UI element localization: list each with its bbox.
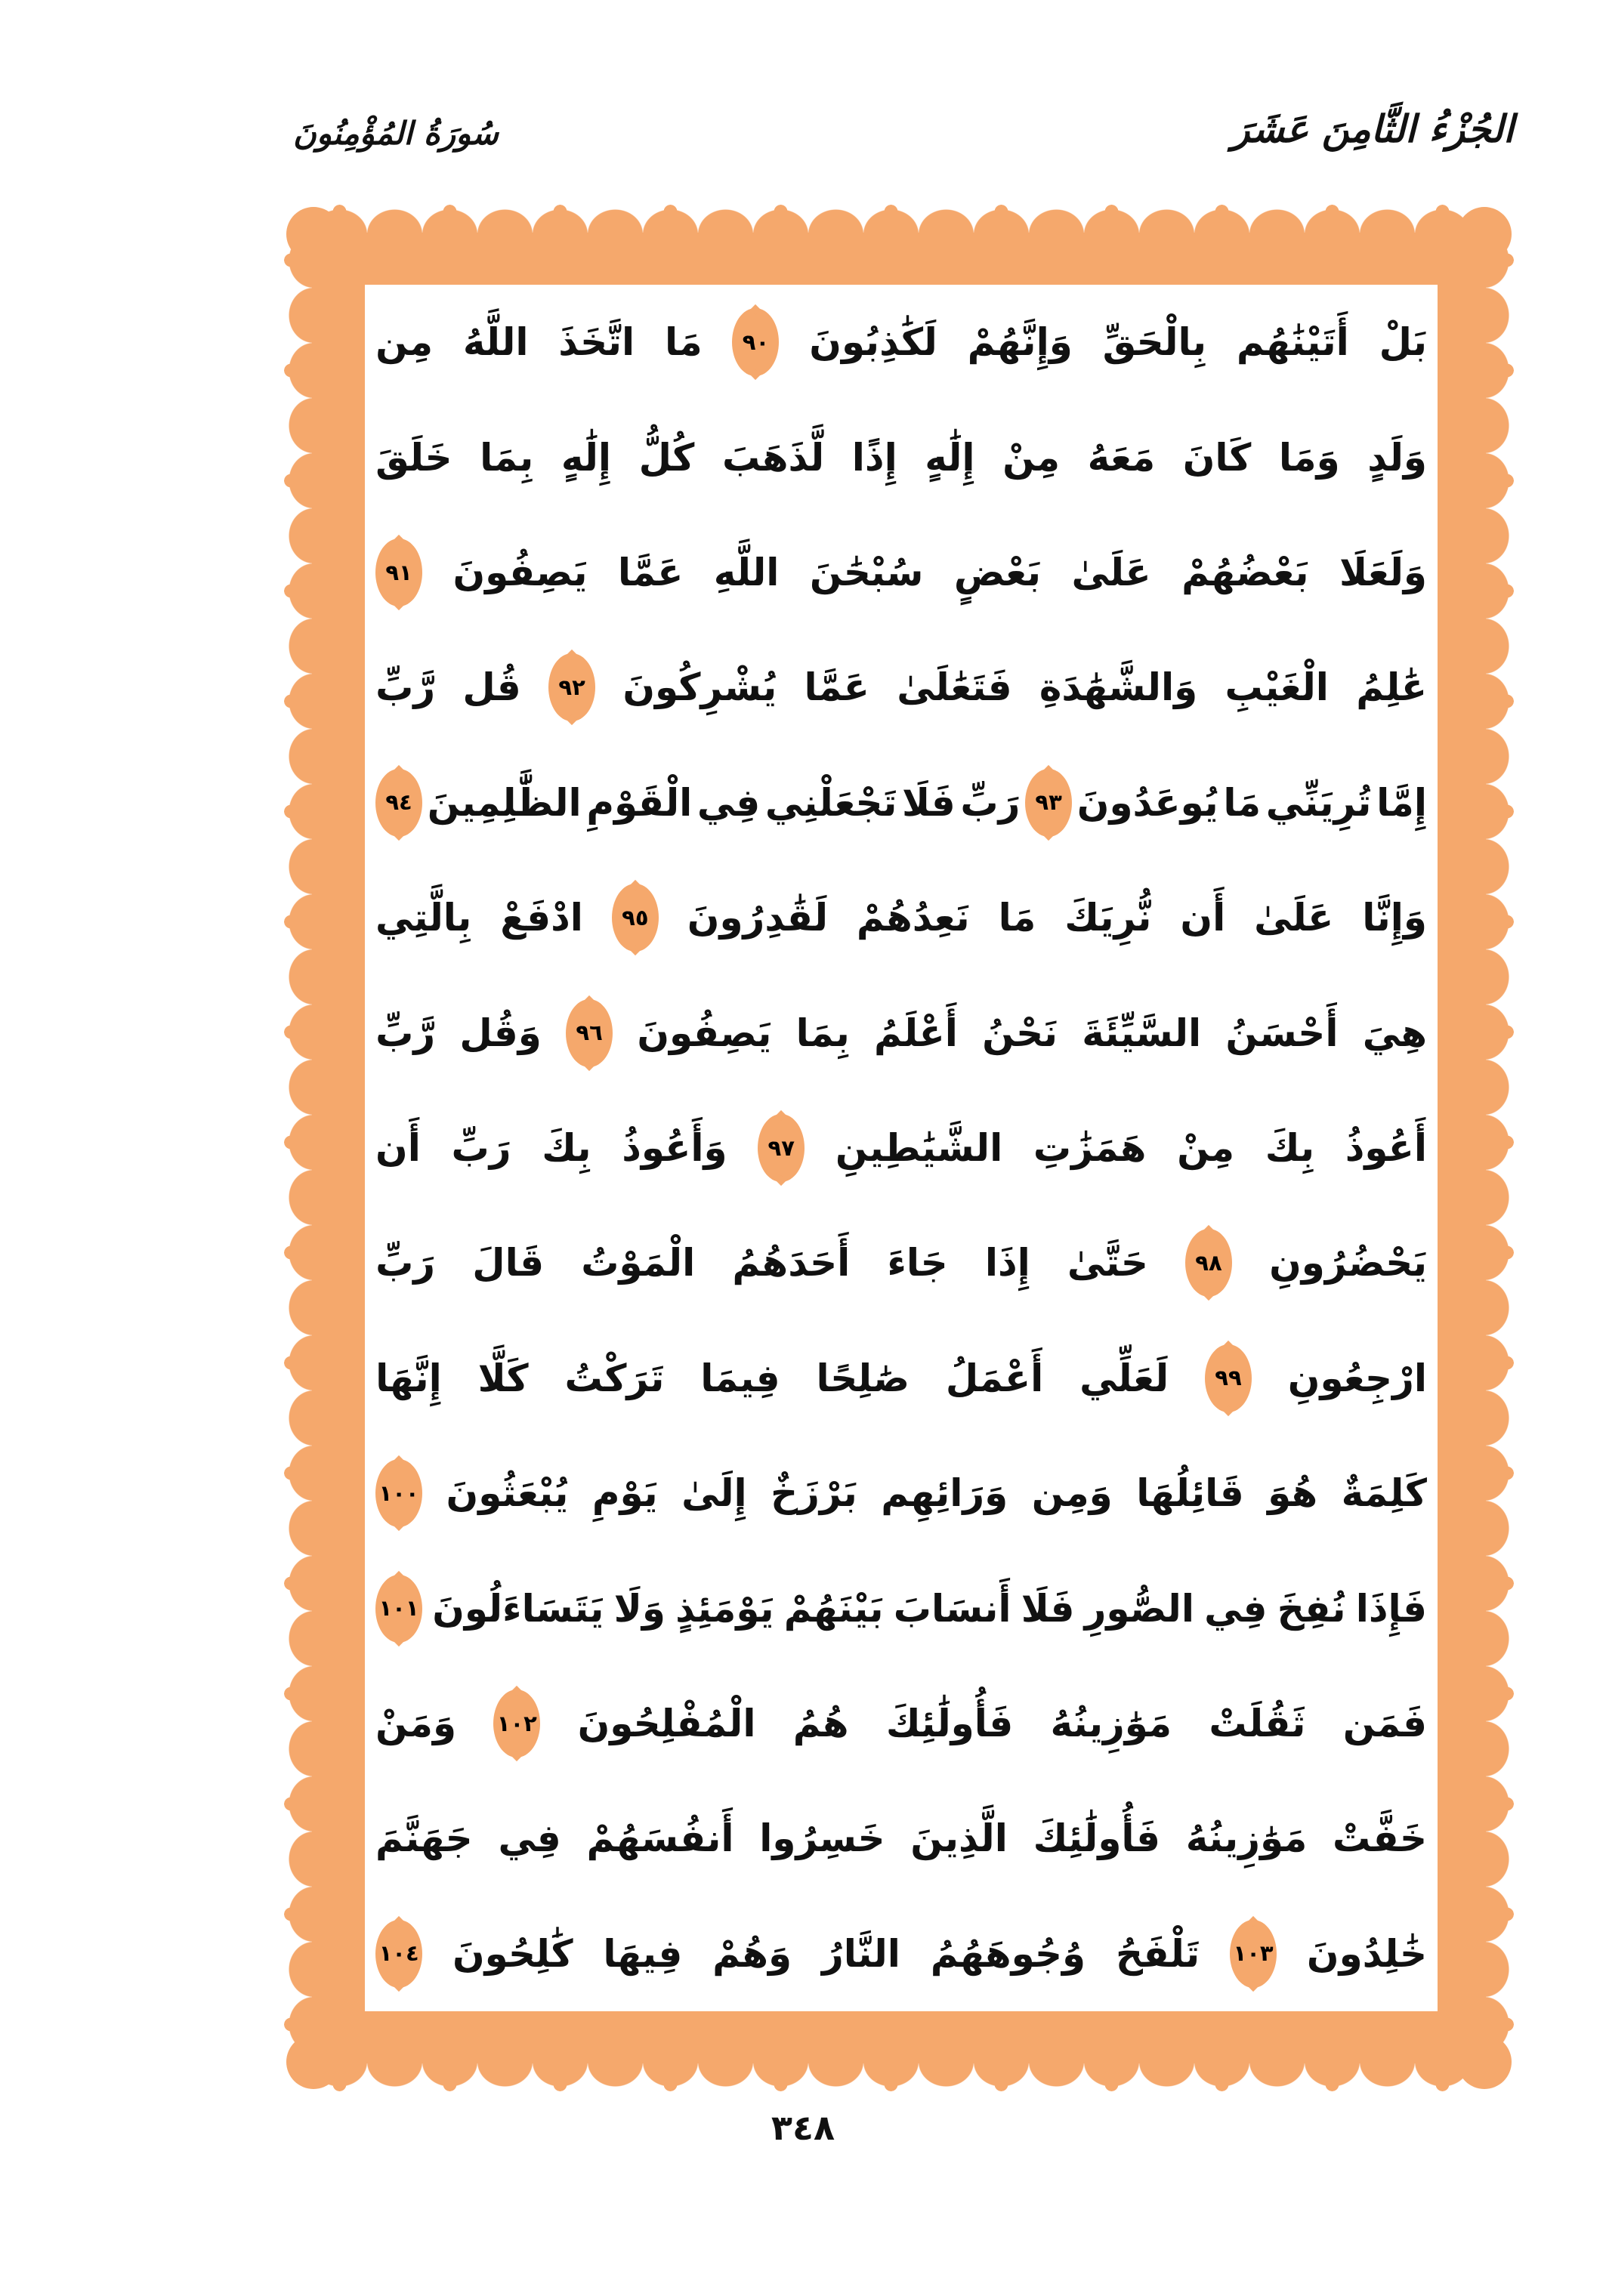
quran-word: لَعَلِّي [1079, 1356, 1169, 1400]
quran-word: ارْجِعُونِ [1287, 1356, 1427, 1400]
quran-word: هِيَ [1362, 1011, 1427, 1055]
quran-word: فَأُولَٰئِكَ [1033, 1816, 1160, 1861]
ornamental-border [283, 204, 1515, 2092]
quran-word: إِنَّهَا [375, 1356, 442, 1400]
quran-word: وَقُل [459, 1011, 542, 1055]
quran-word: عَٰلِمُ [1356, 665, 1427, 710]
quran-word: رَبِّ [960, 780, 1021, 825]
quran-word: إِلَىٰ [681, 1471, 747, 1516]
quran-word: بَعْضُهُمْ [1181, 551, 1309, 595]
quran-word: إِمَّا [1376, 780, 1427, 825]
quran-word: يُشْرِكُونَ [622, 665, 777, 710]
quran-word: مَا [664, 320, 703, 365]
quran-word: حَتَّىٰ [1067, 1241, 1148, 1285]
quran-word: نَعِدُهُمْ [856, 896, 970, 940]
quran-line [375, 1666, 1427, 1781]
quran-word: مِن [375, 320, 434, 365]
quran-word: مِنْ [1002, 435, 1061, 480]
quran-word: رَبِّ [451, 1126, 511, 1171]
quran-word: فِيهَا [603, 1931, 683, 1976]
quran-word: فَلَا [1021, 1586, 1075, 1631]
quran-line [375, 975, 1427, 1090]
verse-number-marker: ١٠٠ [375, 1459, 422, 1527]
quran-word: تُرِيَنِّي [1265, 780, 1372, 825]
quran-word: إِلَٰهٍ [925, 435, 975, 480]
quran-word: ادْفَعْ [500, 896, 583, 940]
quran-word: أَنسَابَ [893, 1586, 1011, 1631]
quran-word: كَلِمَةٌ [1341, 1471, 1427, 1516]
verse-number-marker: ١٠١ [375, 1575, 422, 1643]
quran-word: إِذًا [851, 435, 897, 480]
quran-line [375, 515, 1427, 630]
quran-word: فِي [498, 1816, 561, 1861]
quran-word: قَالَ [472, 1241, 545, 1285]
quran-word: ثَقُلَتْ [1209, 1702, 1306, 1746]
quran-word: أَحَدَهُمُ [732, 1241, 851, 1285]
quran-word: سُبْحَٰنَ [809, 551, 924, 595]
quran-word: يَصِفُونَ [637, 1011, 772, 1055]
quran-word: أَتَيْنَٰهُم [1236, 320, 1349, 365]
quran-word: تَلْفَحُ [1115, 1931, 1200, 1976]
quran-word: مَا [1223, 780, 1262, 825]
verse-number-marker: ٩٨ [1185, 1229, 1232, 1297]
quran-word: تَجْعَلْنِي [764, 780, 897, 825]
quran-word: وَلَعَلَا [1339, 551, 1427, 595]
quran-word: نُفِخَ [1277, 1586, 1346, 1631]
quran-word: السَّيِّئَةَ [1082, 1011, 1202, 1055]
quran-word: فِيمَا [700, 1356, 780, 1400]
quran-word: يَحْضُرُونِ [1269, 1241, 1427, 1285]
quran-word: مَعَهُ [1087, 435, 1156, 480]
verse-number-marker: ١٠٣ [1230, 1920, 1277, 1988]
quran-word: فَلَا [902, 780, 956, 825]
quran-word: خَٰلِدُونَ [1306, 1931, 1427, 1976]
quran-line [375, 630, 1427, 745]
page-number: ٣٤٨ [771, 2107, 835, 2148]
quran-word: بَرْزَخٌ [771, 1471, 857, 1516]
text-panel [365, 285, 1438, 2011]
quran-word: اتَّخَذَ [558, 320, 635, 365]
quran-line [375, 1896, 1427, 2011]
quran-word: رَبِّ [375, 1241, 436, 1285]
quran-word: نَحْنُ [982, 1011, 1058, 1055]
border-right-scallops [1484, 233, 1515, 2063]
quran-line [375, 400, 1427, 514]
quran-word: كَانَ [1182, 435, 1252, 480]
verse-number-marker: ٩١ [375, 539, 422, 606]
quran-word: وَإِنَّا [1362, 896, 1427, 940]
quran-line [375, 1091, 1427, 1205]
juz-title: الجُزْءُ الثَّامِنَ عَشَرَ [1231, 107, 1514, 151]
quran-line [375, 745, 1427, 860]
quran-word: وَالشَّهَٰدَةِ [1039, 665, 1198, 710]
quran-word: الشَّيَٰطِينِ [835, 1126, 1003, 1171]
quran-word: هَمَزَٰتِ [1033, 1126, 1147, 1171]
verse-number-marker: ٩٧ [758, 1114, 805, 1182]
quran-word: يَوْمِ [591, 1471, 658, 1516]
quran-word: قُل [462, 665, 521, 710]
quran-word: بِمَا [795, 1011, 850, 1055]
verse-number-marker: ١٠٤ [375, 1920, 422, 1988]
quran-word: عَمَّا [617, 551, 684, 595]
quran-word: يَتَسَاءَلُونَ [432, 1586, 604, 1631]
quran-word: وَمِن [1031, 1471, 1113, 1516]
quran-word: لَكَٰذِبُونَ [809, 320, 937, 365]
quran-line [375, 1781, 1427, 1896]
quran-word: تَرَكْتُ [564, 1356, 665, 1400]
quran-word: لَقَٰدِرُونَ [687, 896, 828, 940]
quran-word: يُبْعَثُونَ [446, 1471, 569, 1516]
quran-word: فَإِذَا [1355, 1586, 1427, 1631]
quran-word: وَلَدٍ [1367, 435, 1427, 480]
quran-word: كُلُّ [638, 435, 695, 480]
quran-word: وُجُوهَهُمُ [930, 1931, 1086, 1976]
quran-word: عَلَىٰ [1071, 551, 1151, 595]
quran-word: الْمَوْتُ [581, 1241, 696, 1285]
quran-word: الظَّٰلِمِينَ [427, 780, 582, 825]
quran-word: بَلْ [1379, 320, 1427, 365]
quran-word: وَلَا [613, 1586, 666, 1631]
quran-word: بِمَا [480, 435, 534, 480]
quran-word: إِذَا [984, 1241, 1030, 1285]
quran-word: أَعُوذُ [1345, 1126, 1427, 1171]
quran-word: اللَّهُ [462, 320, 529, 365]
quran-word: جَاءَ [887, 1241, 948, 1285]
verse-number-marker: ١٠٢ [493, 1690, 540, 1757]
quran-word: مَا [998, 896, 1036, 940]
quran-line [375, 285, 1427, 400]
quran-line [375, 1551, 1427, 1665]
quran-word: الْقَوْمِ [586, 780, 693, 825]
quran-word: الَّذِينَ [910, 1816, 1008, 1861]
quran-word: كَلَّا [477, 1356, 529, 1400]
quran-word: إِلَٰهٍ [561, 435, 612, 480]
quran-word: أَعْمَلُ [945, 1356, 1044, 1400]
quran-word: أَن [375, 1126, 421, 1171]
quran-word: قَائِلُهَا [1136, 1471, 1244, 1516]
quran-word: وَمَا [1278, 435, 1340, 480]
verse-number-marker: ٩٢ [548, 653, 595, 721]
quran-word: وَمَنْ [375, 1702, 457, 1746]
quran-word: يَوْمَئِذٍ [675, 1586, 774, 1631]
quran-word: أَحْسَنُ [1225, 1011, 1339, 1055]
quran-word: اللَّهِ [713, 551, 780, 595]
quran-text-area [375, 285, 1427, 2011]
border-bottom-scallops [312, 2062, 1486, 2092]
quran-word: فَتَعَٰلَىٰ [897, 665, 1012, 710]
quran-word: الْمُفْلِحُونَ [577, 1702, 756, 1746]
quran-word: أَنفُسَهُمْ [586, 1816, 734, 1861]
quran-word: بِالْحَقِّ [1102, 320, 1207, 365]
quran-word: نُّرِيَكَ [1064, 896, 1152, 940]
quran-word: عَمَّا [804, 665, 869, 710]
quran-word: وَهُمْ [712, 1931, 792, 1976]
quran-line [375, 1205, 1427, 1320]
quran-word: بَعْضٍ [953, 551, 1042, 595]
verse-number-marker: ٩٦ [566, 999, 613, 1067]
quran-word: هُمُ [792, 1702, 849, 1746]
quran-word: مَوَٰزِينُهُ [1185, 1816, 1308, 1861]
quran-word: فَأُولَٰئِكَ [885, 1702, 1014, 1746]
quran-word: بِالَّتِي [375, 896, 472, 940]
quran-word: أَن [1180, 896, 1226, 940]
surah-title: سُورَةُ المُؤْمِنُونَ [293, 115, 499, 152]
quran-word: أَعْلَمُ [874, 1011, 958, 1055]
quran-word: وَإِنَّهُمْ [967, 320, 1073, 365]
quran-word: وَرَائِهِم [881, 1471, 1008, 1516]
quran-word: بِكَ [542, 1126, 591, 1171]
quran-word: خَلَقَ [375, 435, 452, 480]
quran-word: الصُّورِ [1084, 1586, 1194, 1631]
quran-word: هُوَ [1268, 1471, 1318, 1516]
quran-word: فِي [696, 780, 761, 825]
verse-number-marker: ٩٥ [612, 884, 659, 952]
quran-word: النَّارُ [822, 1931, 900, 1976]
verse-number-marker: ٩٩ [1205, 1344, 1252, 1412]
quran-word: لَّذَهَبَ [721, 435, 825, 480]
verse-number-marker: ٩٣ [1025, 769, 1072, 837]
quran-word: جَهَنَّمَ [375, 1816, 473, 1861]
quran-word: وَأَعُوذُ [622, 1126, 727, 1171]
quran-word: صَٰلِحًا [816, 1356, 910, 1400]
quran-word: فِي [1204, 1586, 1268, 1631]
quran-line [375, 1321, 1427, 1436]
quran-word: رَّبِّ [375, 665, 436, 710]
verse-number-marker: ٩٤ [375, 769, 422, 837]
border-top-scallops [312, 204, 1486, 234]
quran-word: خَسِرُوا [759, 1816, 885, 1861]
verse-number-marker: ٩٠ [732, 308, 779, 376]
quran-line [375, 860, 1427, 975]
quran-word: كَٰلِحُونَ [452, 1931, 573, 1976]
quran-line [375, 1436, 1427, 1551]
quran-word: فَمَن [1342, 1702, 1427, 1746]
border-left-scallops [283, 233, 313, 2063]
quran-word: مَوَٰزِينُهُ [1050, 1702, 1172, 1746]
quran-word: بِكَ [1265, 1126, 1315, 1171]
quran-word: عَلَىٰ [1254, 896, 1334, 940]
quran-word: رَّبِّ [375, 1011, 436, 1055]
quran-word: بَيْنَهُمْ [783, 1586, 884, 1631]
quran-word: يُوعَدُونَ [1076, 780, 1218, 825]
quran-word: خَفَّتْ [1333, 1816, 1427, 1861]
quran-word: يَصِفُونَ [452, 551, 588, 595]
quran-word: الْغَيْبِ [1225, 665, 1329, 710]
quran-word: مِنْ [1177, 1126, 1235, 1171]
